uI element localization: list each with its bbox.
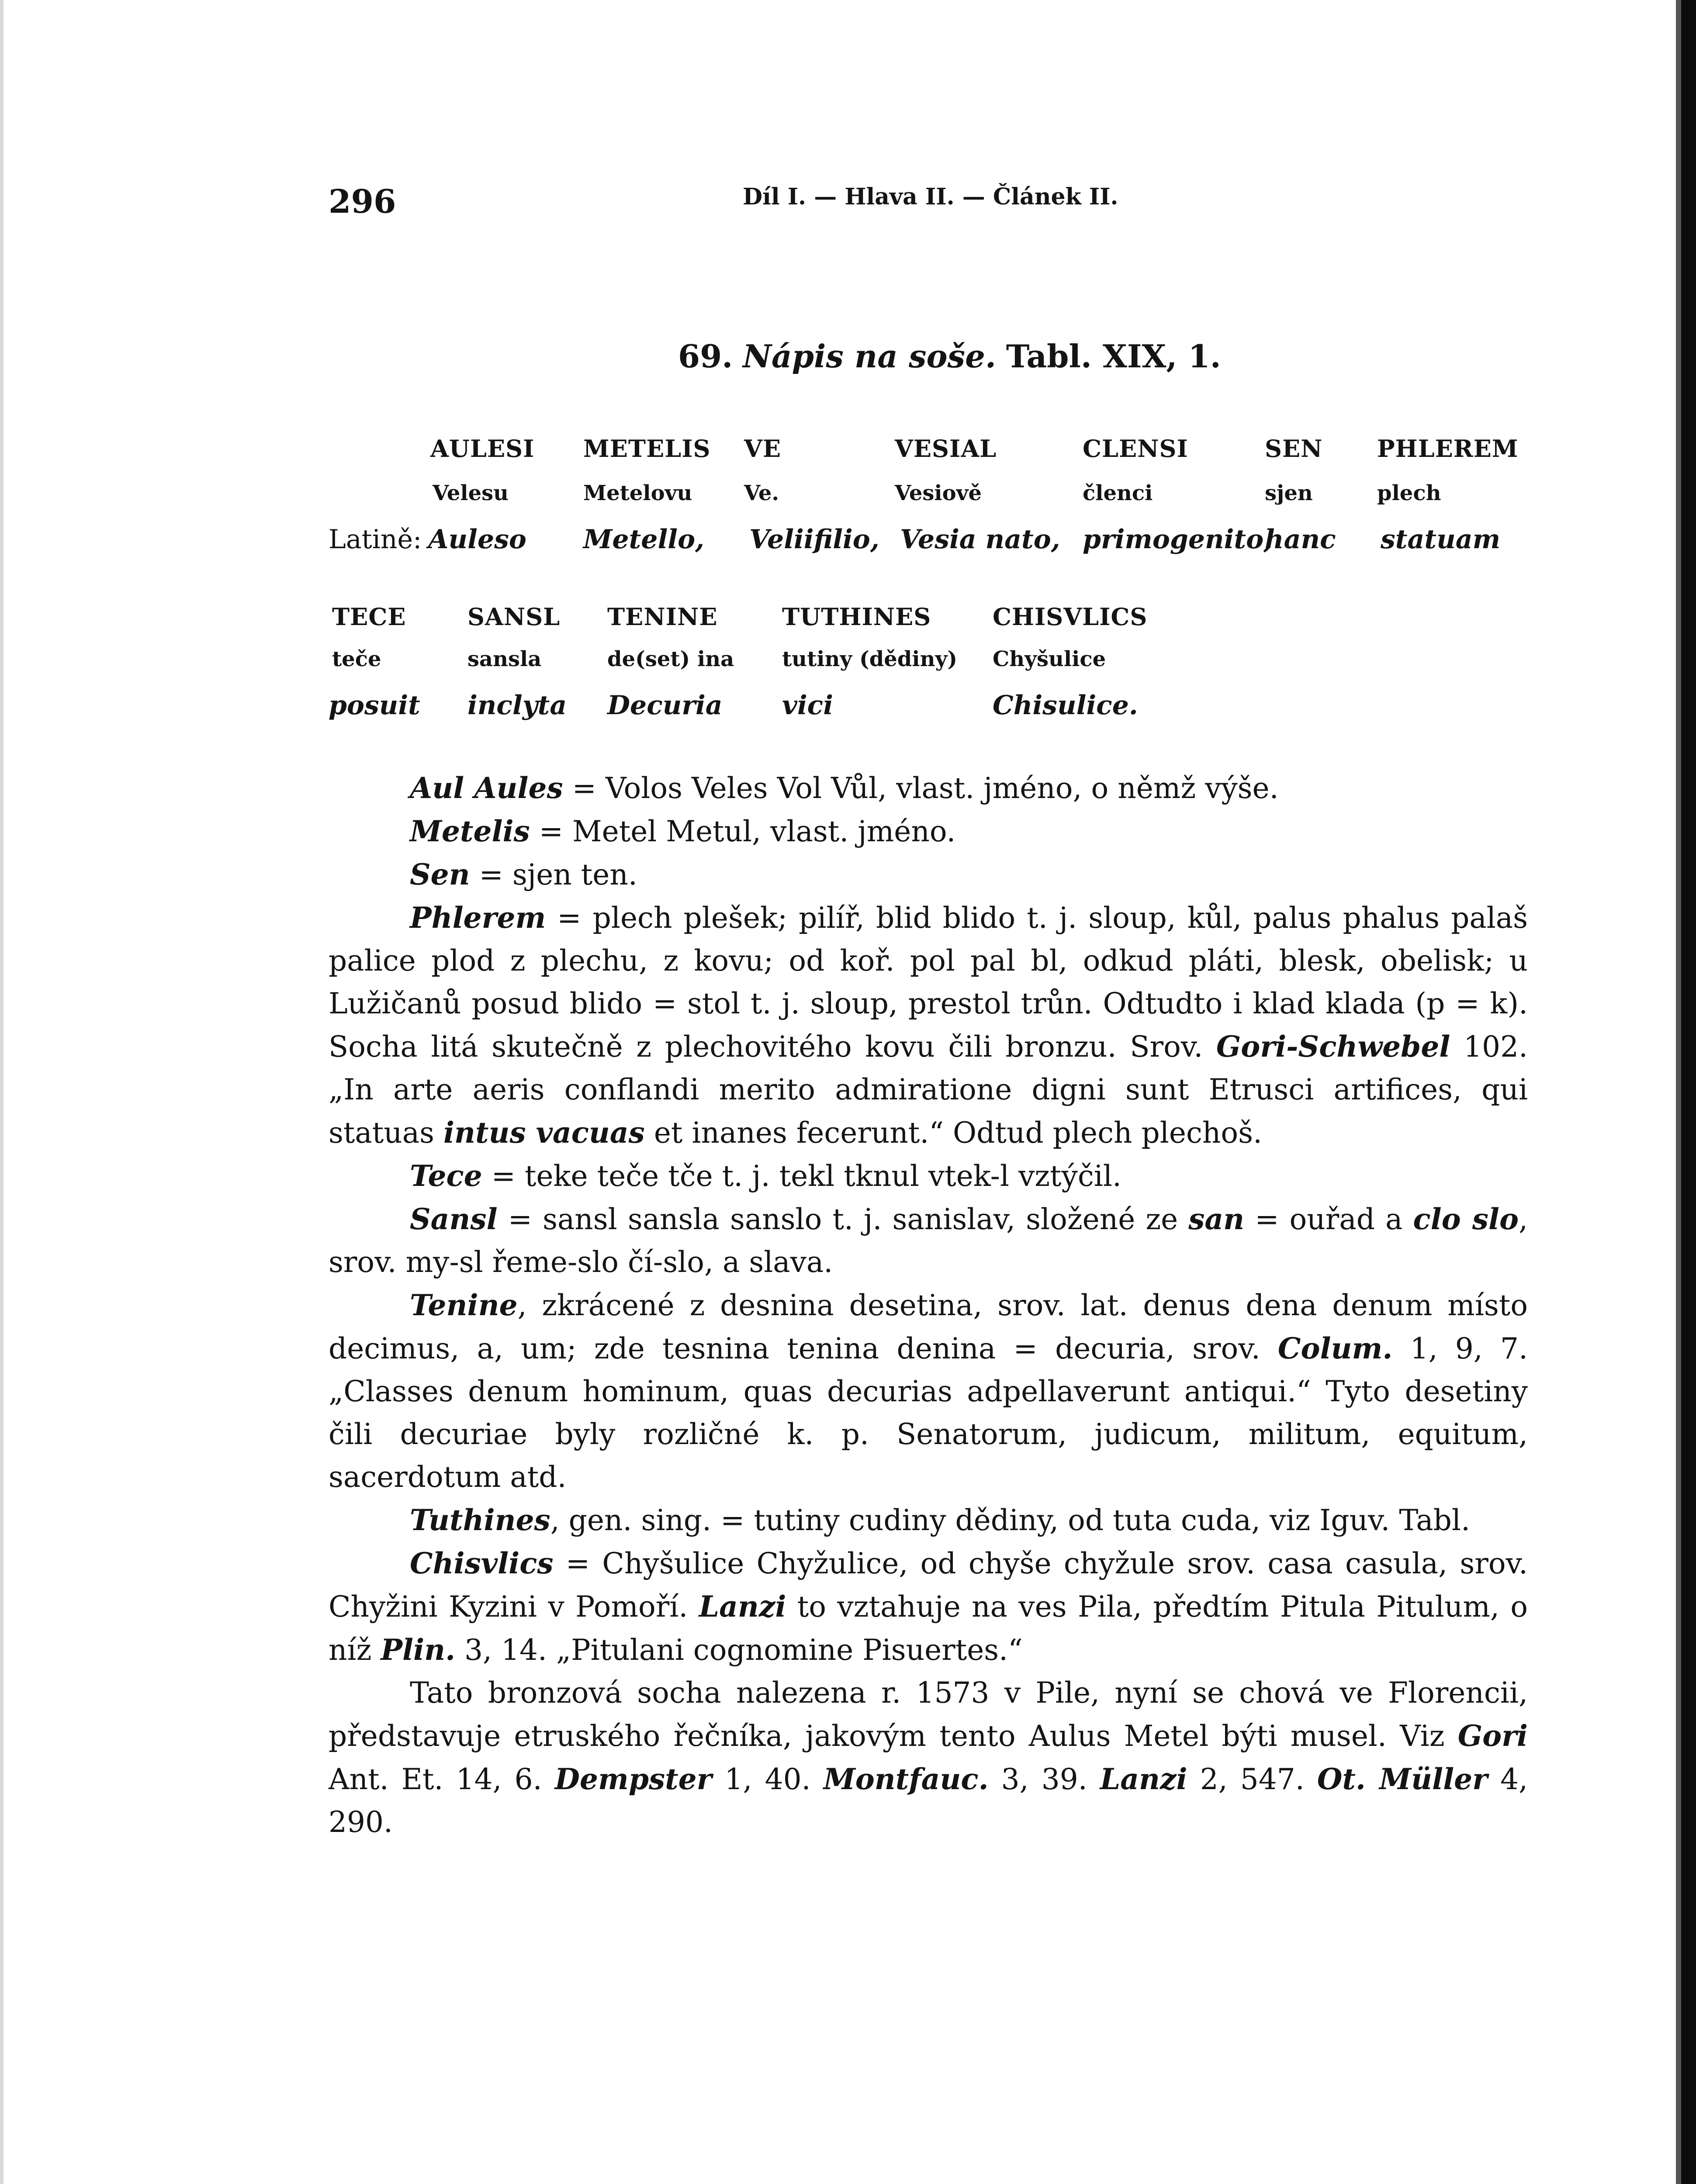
- entry-tece: [329, 1154, 1528, 1198]
- czech-word: Velesu: [433, 481, 509, 505]
- entry-text: 4, 290.: [329, 1762, 1528, 1839]
- entry-text: 2, 547.: [1187, 1762, 1317, 1796]
- entry-term: Tece: [410, 1159, 482, 1193]
- czech-word: de(set) ina: [607, 647, 734, 671]
- czech-word: Ve.: [744, 481, 779, 505]
- entry-term: Chisvlics: [410, 1546, 554, 1580]
- closing-paragraph: [329, 1672, 1528, 1844]
- commentary: [329, 767, 1528, 1844]
- entry-chisvlics: [329, 1542, 1528, 1672]
- czech-word: členci: [1083, 481, 1153, 505]
- section-reference: Tabl. XIX, 1.: [1006, 338, 1221, 375]
- czech-word: sjen: [1265, 481, 1313, 505]
- etruscan-word: AULESI: [430, 435, 535, 463]
- latin-label: Latině:: [329, 524, 422, 555]
- latin-word: vici: [782, 690, 833, 721]
- entry-text: , zkrácené z desnina desetina, srov. lat. denus dena denum místo decimus, a, um; zde tesnina tenina denina = decuria, srov.: [329, 1289, 1528, 1365]
- citation: Ot. Müller: [1317, 1762, 1488, 1796]
- entry-term: Aul Aules: [410, 771, 563, 805]
- section-title-italic: Nápis na soše.: [743, 338, 996, 375]
- entry-text: = teke teče tče t. j. tekl tknul vtek-l vztýčil.: [482, 1159, 1121, 1193]
- emphasis: intus vacuas: [443, 1116, 645, 1150]
- entry-text: = plech plešek; pilíř, blid blido t. j. sloup, kůl, palus phalus palaš palice plod z plechu, z kovu; od koř. pol pal bl, odkud pláti, blesk, obelisk; u Lužičanů posud blido = stol t. j. sloup, prestol trůn. Odtudto i klad klada (p = k). Socha litá skutečně z plechovitého kovu čili bronzu. Srov.: [329, 901, 1528, 1064]
- citation: Gori-Schwebel: [1216, 1030, 1450, 1064]
- latin-word: posuit: [329, 690, 420, 721]
- entry-text: = Volos Veles Vol Vůl, vlast. jméno, o němž výše.: [563, 771, 1279, 805]
- czech-word: sansla: [467, 647, 542, 671]
- entry-text: to vztahuje na ves Pila, předtím Pitula Pitulum, o níž: [329, 1590, 1528, 1667]
- citation: Lanzi: [1100, 1762, 1187, 1796]
- etruscan-word: SEN: [1265, 435, 1323, 463]
- entry-text: Tato bronzová socha nalezena r. 1573 v Pile, nyní se chová ve Florencii, představuje etruského řečníka, jakovým tento Aulus Metel býti musel. Viz: [329, 1676, 1528, 1753]
- scan-left-edge: [0, 0, 3, 2184]
- citation: Colum.: [1277, 1331, 1393, 1365]
- entry-text: = Chyšulice Chyžulice, od chyše chyžule srov. casa casula, srov. Chyžini Kyzini v Pomoří.: [329, 1547, 1528, 1624]
- citation: Gori: [1457, 1719, 1528, 1753]
- latin-word: hanc: [1265, 524, 1336, 555]
- entry-text: 3, 14. „Pitulani cognomine Pisuertes.“: [455, 1633, 1023, 1667]
- etruscan-word: SANSL: [467, 603, 561, 631]
- latin-word: Metello,: [583, 524, 704, 555]
- latin-word: Chisulice.: [993, 690, 1138, 721]
- etruscan-word: VE: [744, 435, 782, 463]
- entry-term: Metelis: [410, 814, 530, 848]
- entry-text: = Metel Metul, vlast. jméno.: [530, 815, 956, 848]
- etruscan-word: TUTHINES: [782, 603, 931, 631]
- entry-text: , srov. my-sl řeme-slo čí-slo, a slava.: [329, 1203, 1528, 1279]
- running-head: Díl I. — Hlava II. — Článek II.: [743, 183, 1118, 210]
- section-number: 69.: [678, 338, 733, 375]
- etruscan-word: PHLEREM: [1377, 435, 1519, 463]
- citation: Plin.: [381, 1633, 456, 1667]
- czech-word: Chyšulice: [993, 647, 1106, 671]
- etruscan-word: CHISVLICS: [993, 603, 1148, 631]
- etruscan-word: VESIAL: [895, 435, 997, 463]
- czech-word: Metelovu: [583, 481, 692, 505]
- entry-term: Phlerem: [410, 901, 546, 935]
- entry-aul: [329, 767, 1528, 810]
- entry-term: Sen: [410, 857, 470, 892]
- entry-text: 102. „In arte aeris conflandi merito admiratione digni sunt Etrusci artifices, qui statuas: [329, 1030, 1528, 1150]
- latin-word: Auleso: [428, 524, 526, 555]
- etruscan-word: TENINE: [607, 603, 718, 631]
- etruscan-word: CLENSI: [1083, 435, 1188, 463]
- entry-term: Sansl: [410, 1202, 498, 1236]
- entry-text: , gen. sing. = tutiny cudiny dědiny, od tuta cuda, viz Iguv. Tabl.: [550, 1503, 1470, 1537]
- czech-word: plech: [1377, 481, 1441, 505]
- entry-term: Tenine: [410, 1288, 518, 1322]
- entry-text: 1, 40.: [712, 1762, 824, 1796]
- latin-word: inclyta: [467, 690, 567, 721]
- entry-text: = ouřad a: [1244, 1203, 1413, 1236]
- etruscan-word: TECE: [332, 603, 406, 631]
- entry-sansl: [329, 1198, 1528, 1284]
- section-title: [678, 338, 1221, 375]
- entry-sen: [329, 853, 1528, 896]
- czech-word: teče: [332, 647, 381, 671]
- latin-word: Vesia nato,: [900, 524, 1060, 555]
- latin-word: Veliifilio,: [749, 524, 879, 555]
- entry-phlerem: [329, 896, 1528, 1154]
- etruscan-word: METELIS: [583, 435, 711, 463]
- entry-metelis: [329, 810, 1528, 853]
- entry-tenine: [329, 1284, 1528, 1499]
- entry-text: Ant. Et. 14, 6.: [329, 1762, 555, 1796]
- page-number: 296: [329, 183, 396, 221]
- citation: Montfauc.: [823, 1762, 989, 1796]
- entry-text: et inanes fecerunt.“ Odtud plech plechoš.: [644, 1116, 1263, 1150]
- latin-word: statuam: [1381, 524, 1501, 555]
- citation: Dempster: [554, 1762, 712, 1796]
- czech-word: tutiny (dědiny): [782, 647, 958, 671]
- entry-term: Tuthines: [410, 1503, 550, 1537]
- entry-tuthines: [329, 1499, 1528, 1542]
- emphasis: san: [1188, 1202, 1245, 1236]
- entry-text: = sjen ten.: [470, 858, 637, 892]
- latin-word: primogenito,: [1083, 524, 1273, 555]
- entry-text: = sansl sansla sanslo t. j. sanislav, složené ze: [497, 1203, 1189, 1236]
- entry-text: 3, 39.: [988, 1762, 1100, 1796]
- emphasis: clo slo: [1413, 1202, 1519, 1236]
- latin-word: Decuria: [607, 690, 723, 721]
- citation: Lanzi: [699, 1590, 786, 1624]
- entry-text: 1, 9, 7. „Classes denum hominum, quas decurias adpellaverunt antiqui.“ Tyto desetiny čili decuriae byly rozličné k. p. Senatorum, judicum, militum, equitum, sacerdotum atd.: [329, 1332, 1528, 1494]
- scan-right-border: [1676, 0, 1696, 2184]
- czech-word: Vesiově: [895, 481, 982, 505]
